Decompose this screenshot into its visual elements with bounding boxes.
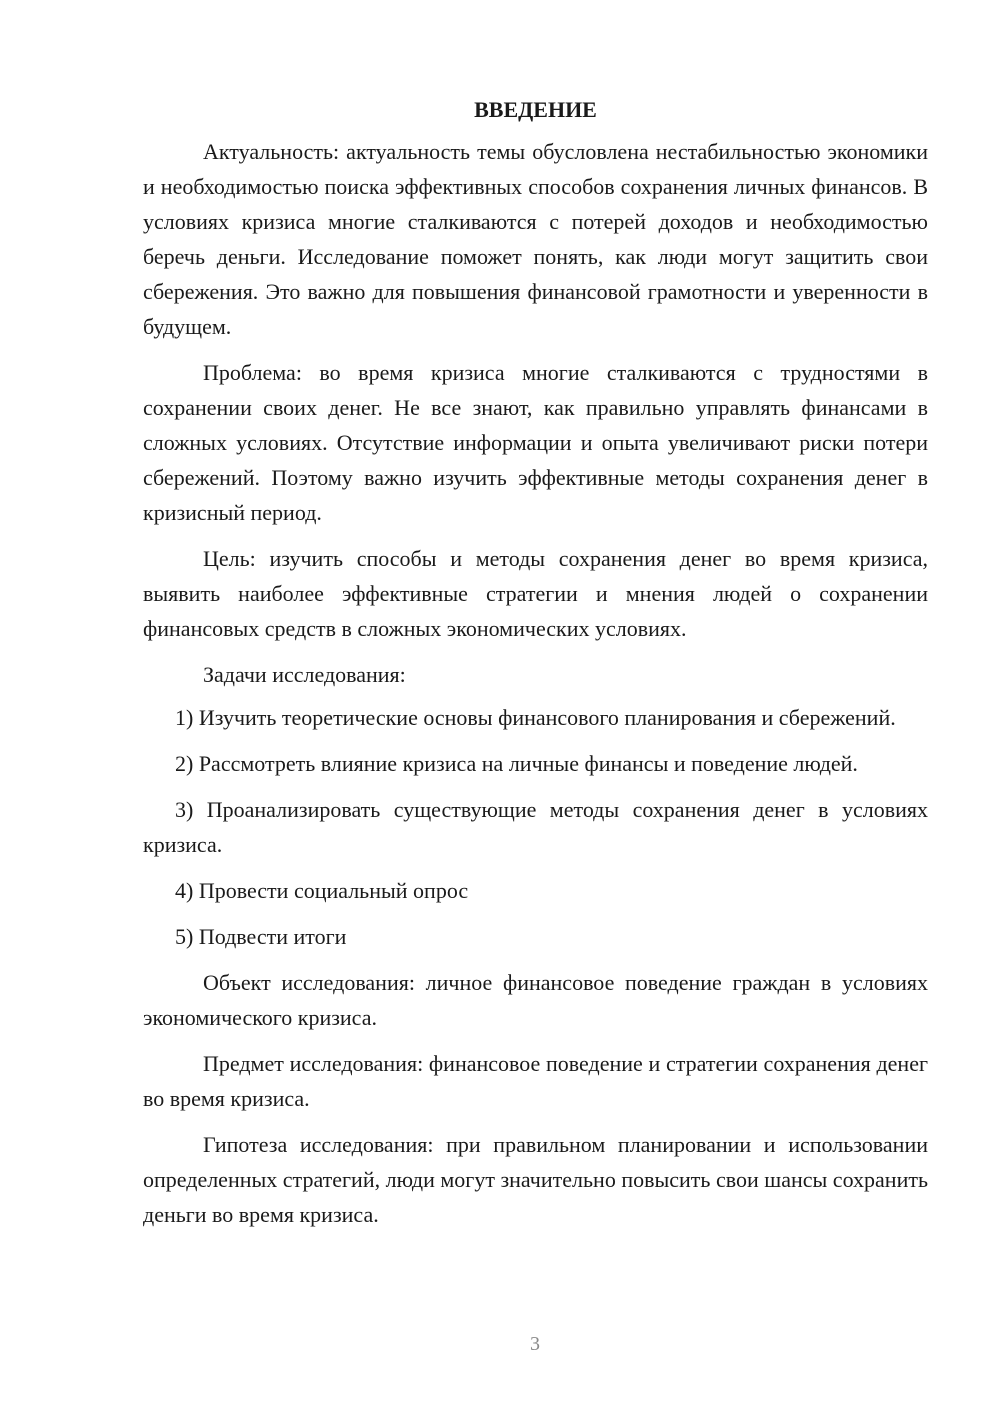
tasks-heading: Задачи исследования: [203, 662, 406, 687]
task-item-4: 4) Провести социальный опрос [175, 878, 469, 903]
task-item-1: 1) Изучить теоретические основы финансового планирования и сбережений. [175, 705, 896, 730]
paragraph-problem: Проблема: во время кризиса многие сталкиваются с трудностями в сохранении своих денег. Не все знают, как правильно управлять финансами в сложных условиях. Отсутствие информации и опыта увеличивают риски потери сбережений. Поэтому важно изучить эффективные методы сохранения денег в кризисный период. [143, 360, 928, 525]
document-page [143, 90, 928, 1243]
paragraph-relevance: Актуальность: актуальность темы обусловлена нестабильностью экономики и необходимостью поиска эффективных способов сохранения личных финансов. В условиях кризиса многие сталкиваются с потерей доходов и необходимостью беречь деньги. Исследование поможет понять, как люди могут защитить свои сбережения. Это важно для повышения финансовой грамотности и уверенности в будущем. [143, 139, 928, 339]
paragraph-hypothesis: Гипотеза исследования: при правильном планировании и использовании определенных стратегий, люди могут значительно повысить свои шансы сохранить деньги во время кризиса. [143, 1132, 928, 1227]
task-item-3: 3) Проанализировать существующие методы сохранения денег в условиях кризиса. [143, 797, 928, 857]
paragraph-goal: Цель: изучить способы и методы сохранения денег во время кризиса, выявить наиболее эффективные стратегии и мнения людей о сохранении финансовых средств в сложных экономических условиях. [143, 546, 928, 641]
task-item-5: 5) Подвести итоги [175, 924, 347, 949]
page-title: ВВЕДЕНИЕ [474, 97, 597, 122]
task-item-2: 2) Рассмотреть влияние кризиса на личные финансы и поведение людей. [175, 751, 858, 776]
paragraph-subject: Предмет исследования: финансовое поведение и стратегии сохранения денег во время кризиса. [143, 1051, 928, 1111]
paragraph-object: Объект исследования: личное финансовое поведение граждан в условиях экономического кризиса. [143, 970, 928, 1030]
page-number: 3 [530, 1333, 540, 1355]
